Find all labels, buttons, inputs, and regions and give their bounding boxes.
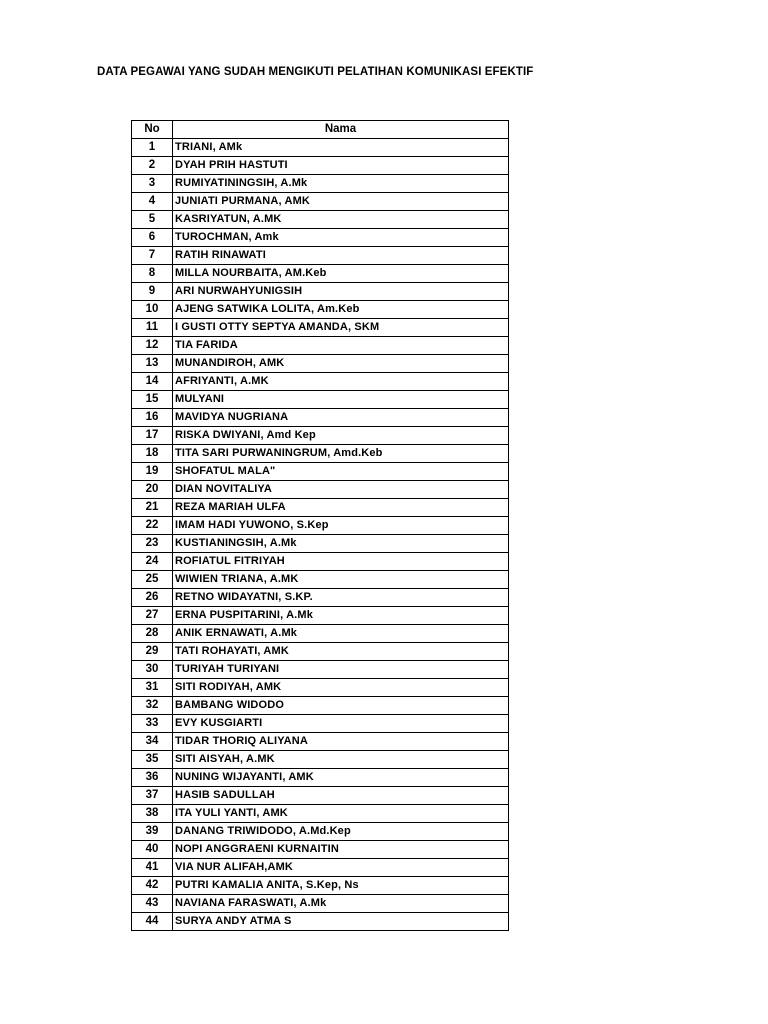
row-number-cell: 42	[132, 877, 173, 895]
employee-name-cell: SURYA ANDY ATMA S	[173, 913, 509, 931]
row-number-cell: 26	[132, 589, 173, 607]
employee-name-cell: RETNO WIDAYATNI, S.KP.	[173, 589, 509, 607]
staff-table	[131, 120, 509, 931]
table-row	[132, 319, 509, 337]
employee-name-cell: MILLA NOURBAITA, AM.Keb	[173, 265, 509, 283]
table-row	[132, 859, 509, 877]
row-number-cell: 23	[132, 535, 173, 553]
column-header-name: Nama	[173, 121, 509, 139]
employee-name-cell: DANANG TRIWIDODO, A.Md.Kep	[173, 823, 509, 841]
row-number-cell: 24	[132, 553, 173, 571]
row-number-cell: 8	[132, 265, 173, 283]
table-row	[132, 733, 509, 751]
column-header-no: No	[132, 121, 173, 139]
table-row	[132, 553, 509, 571]
row-number-cell: 28	[132, 625, 173, 643]
table-row	[132, 625, 509, 643]
table-row	[132, 913, 509, 931]
row-number-cell: 2	[132, 157, 173, 175]
row-number-cell: 29	[132, 643, 173, 661]
table-row	[132, 283, 509, 301]
employee-name-cell: DYAH PRIH HASTUTI	[173, 157, 509, 175]
row-number-cell: 13	[132, 355, 173, 373]
row-number-cell: 17	[132, 427, 173, 445]
employee-name-cell: RATIH RINAWATI	[173, 247, 509, 265]
employee-name-cell: TITA SARI PURWANINGRUM, Amd.Keb	[173, 445, 509, 463]
row-number-cell: 43	[132, 895, 173, 913]
employee-name-cell: ARI NURWAHYUNIGSIH	[173, 283, 509, 301]
row-number-cell: 32	[132, 697, 173, 715]
table-row	[132, 679, 509, 697]
row-number-cell: 14	[132, 373, 173, 391]
employee-name-cell: EVY KUSGIARTI	[173, 715, 509, 733]
table-row	[132, 643, 509, 661]
row-number-cell: 5	[132, 211, 173, 229]
employee-name-cell: HASIB SADULLAH	[173, 787, 509, 805]
employee-name-cell: KASRIYATUN, A.MK	[173, 211, 509, 229]
employee-name-cell: BAMBANG WIDODO	[173, 697, 509, 715]
employee-name-cell: VIA NUR ALIFAH,AMK	[173, 859, 509, 877]
table-row	[132, 805, 509, 823]
table-row	[132, 139, 509, 157]
employee-name-cell: ITA YULI YANTI, AMK	[173, 805, 509, 823]
table-row	[132, 373, 509, 391]
row-number-cell: 19	[132, 463, 173, 481]
employee-name-cell: MULYANI	[173, 391, 509, 409]
employee-name-cell: TRIANI, AMk	[173, 139, 509, 157]
table-row	[132, 769, 509, 787]
table-row	[132, 391, 509, 409]
row-number-cell: 40	[132, 841, 173, 859]
employee-name-cell: KUSTIANINGSIH, A.Mk	[173, 535, 509, 553]
table-row	[132, 157, 509, 175]
row-number-cell: 1	[132, 139, 173, 157]
employee-name-cell: TUROCHMAN, Amk	[173, 229, 509, 247]
row-number-cell: 27	[132, 607, 173, 625]
row-number-cell: 30	[132, 661, 173, 679]
employee-name-cell: IMAM HADI YUWONO, S.Kep	[173, 517, 509, 535]
employee-name-cell: SITI AISYAH, A.MK	[173, 751, 509, 769]
table-row	[132, 175, 509, 193]
row-number-cell: 12	[132, 337, 173, 355]
row-number-cell: 11	[132, 319, 173, 337]
row-number-cell: 6	[132, 229, 173, 247]
employee-name-cell: WIWIEN TRIANA, A.MK	[173, 571, 509, 589]
employee-name-cell: DIAN NOVITALIYA	[173, 481, 509, 499]
employee-name-cell: ROFIATUL FITRIYAH	[173, 553, 509, 571]
employee-name-cell: REZA MARIAH ULFA	[173, 499, 509, 517]
employee-name-cell: RISKA DWIYANI, Amd Kep	[173, 427, 509, 445]
employee-name-cell: MAVIDYA NUGRIANA	[173, 409, 509, 427]
table-row	[132, 589, 509, 607]
row-number-cell: 39	[132, 823, 173, 841]
table-row	[132, 517, 509, 535]
staff-table-container	[131, 120, 509, 931]
employee-name-cell: JUNIATI PURMANA, AMK	[173, 193, 509, 211]
table-row	[132, 715, 509, 733]
row-number-cell: 33	[132, 715, 173, 733]
employee-name-cell: MUNANDIROH, AMK	[173, 355, 509, 373]
row-number-cell: 35	[132, 751, 173, 769]
table-row	[132, 481, 509, 499]
employee-name-cell: NAVIANA FARASWATI, A.Mk	[173, 895, 509, 913]
table-row	[132, 463, 509, 481]
employee-name-cell: SITI RODIYAH, AMK	[173, 679, 509, 697]
employee-name-cell: TIA FARIDA	[173, 337, 509, 355]
table-row	[132, 211, 509, 229]
table-row	[132, 409, 509, 427]
employee-name-cell: TURIYAH TURIYANI	[173, 661, 509, 679]
table-row	[132, 355, 509, 373]
table-row	[132, 427, 509, 445]
table-row	[132, 193, 509, 211]
table-header-row	[132, 121, 509, 139]
table-row	[132, 607, 509, 625]
employee-name-cell: I GUSTI OTTY SEPTYA AMANDA, SKM	[173, 319, 509, 337]
row-number-cell: 18	[132, 445, 173, 463]
table-row	[132, 877, 509, 895]
row-number-cell: 9	[132, 283, 173, 301]
row-number-cell: 4	[132, 193, 173, 211]
table-row	[132, 301, 509, 319]
row-number-cell: 37	[132, 787, 173, 805]
employee-name-cell: PUTRI KAMALIA ANITA, S.Kep, Ns	[173, 877, 509, 895]
row-number-cell: 38	[132, 805, 173, 823]
table-row	[132, 895, 509, 913]
table-row	[132, 265, 509, 283]
employee-name-cell: ERNA PUSPITARINI, A.Mk	[173, 607, 509, 625]
employee-name-cell: ANIK ERNAWATI, A.Mk	[173, 625, 509, 643]
table-row	[132, 229, 509, 247]
table-row	[132, 499, 509, 517]
employee-name-cell: TATI ROHAYATI, AMK	[173, 643, 509, 661]
row-number-cell: 20	[132, 481, 173, 499]
row-number-cell: 21	[132, 499, 173, 517]
table-row	[132, 571, 509, 589]
document-title: DATA PEGAWAI YANG SUDAH MENGIKUTI PELATIHAN KOMUNIKASI EFEKTIF	[97, 66, 534, 78]
row-number-cell: 10	[132, 301, 173, 319]
row-number-cell: 7	[132, 247, 173, 265]
table-body	[132, 139, 509, 931]
table-row	[132, 247, 509, 265]
employee-name-cell: RUMIYATININGSIH, A.Mk	[173, 175, 509, 193]
employee-name-cell: AFRIYANTI, A.MK	[173, 373, 509, 391]
employee-name-cell: NOPI ANGGRAENI KURNAITIN	[173, 841, 509, 859]
row-number-cell: 22	[132, 517, 173, 535]
row-number-cell: 25	[132, 571, 173, 589]
employee-name-cell: TIDAR THORIQ ALIYANA	[173, 733, 509, 751]
row-number-cell: 15	[132, 391, 173, 409]
table-row	[132, 661, 509, 679]
row-number-cell: 16	[132, 409, 173, 427]
table-row	[132, 697, 509, 715]
row-number-cell: 36	[132, 769, 173, 787]
row-number-cell: 41	[132, 859, 173, 877]
table-row	[132, 823, 509, 841]
table-row	[132, 787, 509, 805]
table-row	[132, 841, 509, 859]
employee-name-cell: SHOFATUL MALA"	[173, 463, 509, 481]
table-row	[132, 445, 509, 463]
employee-name-cell: AJENG SATWIKA LOLITA, Am.Keb	[173, 301, 509, 319]
table-row	[132, 751, 509, 769]
row-number-cell: 31	[132, 679, 173, 697]
row-number-cell: 44	[132, 913, 173, 931]
employee-name-cell: NUNING WIJAYANTI, AMK	[173, 769, 509, 787]
table-row	[132, 535, 509, 553]
row-number-cell: 3	[132, 175, 173, 193]
row-number-cell: 34	[132, 733, 173, 751]
table-row	[132, 337, 509, 355]
